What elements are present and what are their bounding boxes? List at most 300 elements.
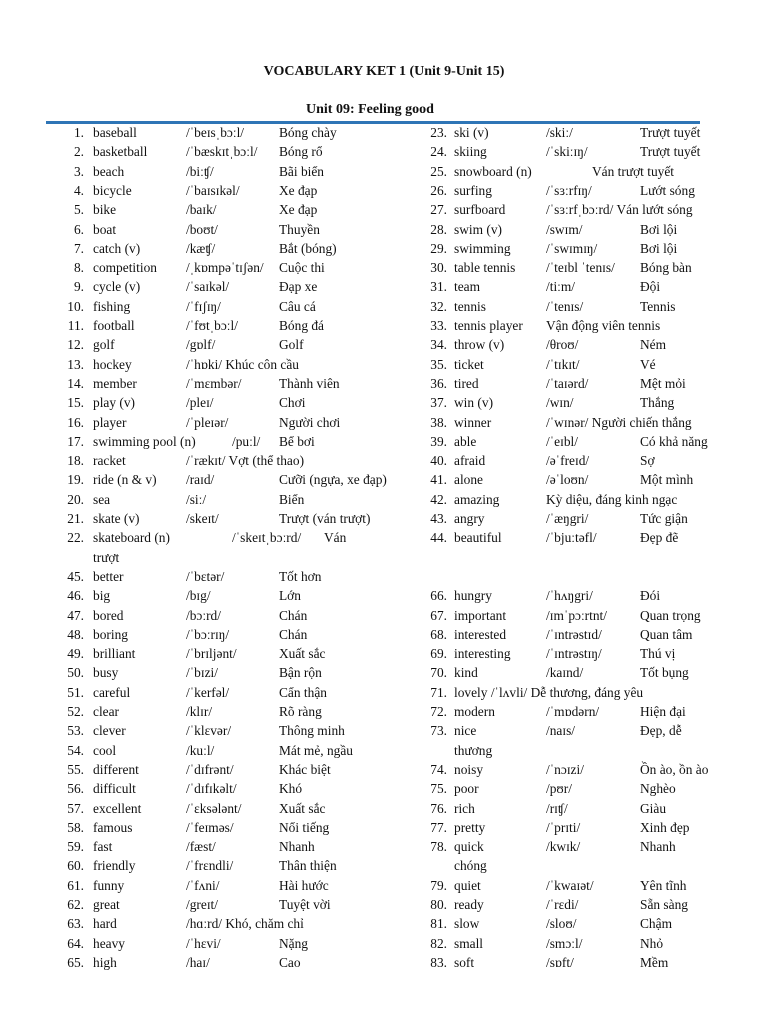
english-word: friendly — [93, 858, 136, 874]
english-word: swim (v) — [454, 221, 502, 237]
english-word: ride (n & v) — [93, 472, 157, 488]
entry-number: 45. — [67, 568, 84, 584]
entry-number: 70. — [430, 665, 447, 681]
vietnamese-meaning: Người chơi — [279, 414, 341, 430]
phonetic: /bɔːrd/ — [186, 607, 221, 623]
english-word: play (v) — [93, 395, 136, 411]
vietnamese-meaning: Xuất sắc — [279, 800, 326, 816]
english-word: interesting — [454, 646, 511, 662]
entry-number: 52. — [67, 704, 84, 719]
entry-number: 44. — [430, 530, 447, 546]
entry-number: 22. — [67, 530, 84, 546]
phonetic: /sɒft/ — [546, 954, 574, 970]
vietnamese-meaning: Đạp xe — [279, 279, 318, 295]
entry-number: 74. — [430, 761, 447, 777]
phonetic: /ˈbaɪsɪkəl/ — [186, 182, 240, 198]
english-word: bike — [93, 202, 117, 218]
entry-number: 53. — [67, 723, 84, 739]
vietnamese-meaning: Tennis — [640, 298, 676, 314]
english-word: surfboard — [454, 202, 506, 218]
entry-number: 60. — [67, 858, 84, 874]
english-word: beautiful — [454, 530, 502, 546]
english-word: better — [93, 568, 124, 584]
english-word: team — [454, 279, 481, 295]
vietnamese-meaning: Bể bơi — [279, 433, 315, 449]
english-word: afraid — [454, 453, 486, 469]
phonetic: /klɪr/ — [186, 704, 213, 719]
vietnamese-meaning: Lướt sóng — [640, 182, 695, 198]
vietnamese-meaning: Nhanh — [279, 839, 315, 855]
phonetic: /ɪmˈpɔːrtnt/ — [546, 607, 607, 623]
english-word: beach — [93, 163, 125, 179]
phonetic: /ˈfʊtˌbɔːl/ — [186, 318, 238, 333]
english-word: clear — [93, 704, 120, 719]
vietnamese-meaning: Trượt (ván trượt) — [279, 511, 371, 526]
english-word: famous — [93, 819, 133, 835]
english-word: bicycle — [93, 182, 132, 198]
vietnamese-meaning: Bơi lội — [640, 240, 678, 256]
entry-number: 14. — [67, 375, 84, 391]
phonetic: /ˈfʌni/ — [186, 877, 220, 893]
phonetic: /skeɪt/ — [186, 511, 219, 526]
english-word: quick — [454, 839, 484, 855]
phonetic: /ˈskeɪtˌbɔːrd/ — [232, 530, 302, 546]
phonetic: /boʊt/ — [186, 221, 218, 237]
entry-number: 63. — [67, 916, 84, 932]
entry-number: 58. — [67, 819, 84, 835]
entry-number: 2. — [73, 144, 84, 160]
phonetic: /ˌkɒmpəˈtɪʃən/ — [186, 260, 264, 276]
phonetic: /kaɪnd/ — [546, 665, 584, 681]
vietnamese-meaning: Tức giận — [640, 511, 688, 526]
entry-number: 75. — [430, 781, 447, 797]
phonetic: /ˈdɪfrənt/ — [186, 761, 234, 777]
entry-number: 57. — [67, 800, 84, 816]
vietnamese-meaning: Golf — [279, 337, 304, 353]
english-word: sea — [93, 491, 111, 507]
entry-number: 54. — [67, 742, 84, 758]
english-word: table tennis — [454, 260, 516, 276]
vietnamese-meaning: Bãi biển — [279, 163, 324, 179]
english-word: noisy — [454, 761, 484, 777]
phonetic: /ˈbeɪsˌbɔːl/ — [186, 125, 245, 140]
entry-number: 13. — [67, 356, 84, 372]
vietnamese-meaning: Thông minh — [279, 723, 345, 739]
phonetic: /ˈskiːɪŋ/ — [546, 144, 588, 160]
phonetic: /ˈprɪti/ — [546, 819, 581, 835]
phonetic: /smɔːl/ — [546, 935, 583, 951]
english-word: cycle (v) — [93, 279, 141, 295]
english-word: tennis — [454, 298, 486, 314]
entry-number: 3. — [73, 163, 84, 179]
vietnamese-meaning: Bắt (bóng) — [279, 240, 337, 256]
phonetic: Ván trượt tuyết — [592, 163, 675, 179]
entry-number: 28. — [430, 221, 447, 237]
entry-number: 26. — [430, 182, 447, 198]
english-word: hockey — [93, 356, 132, 372]
english-word: skiing — [454, 144, 487, 160]
phonetic: /ˈbrɪljənt/ — [186, 646, 237, 662]
vietnamese-meaning: Ném — [640, 337, 667, 353]
vietnamese-meaning: Nhỏ — [640, 935, 664, 951]
english-word: excellent — [93, 800, 142, 816]
entry-number: 82. — [430, 935, 447, 951]
phonetic: /bɪg/ — [186, 588, 211, 604]
english-word: throw (v) — [454, 337, 505, 353]
phonetic: /kuːl/ — [186, 742, 215, 758]
unit-heading: Unit 09: Feeling good — [306, 102, 434, 117]
entry-number: 33. — [430, 318, 447, 333]
phonetic: /ˈteɪbl ˈtenɪs/ — [546, 260, 615, 276]
entry-number: 39. — [430, 433, 447, 449]
entry-number: 10. — [67, 298, 84, 314]
vietnamese-meaning: Mềm — [640, 954, 669, 970]
phonetic: /wɪn/ — [546, 395, 574, 411]
phonetic: /ˈsaɪkəl/ — [186, 279, 230, 295]
vietnamese-meaning: Tốt bụng — [640, 665, 689, 681]
entry-number: 72. — [430, 704, 447, 719]
english-word: boring — [93, 626, 128, 642]
english-word: skate (v) — [93, 511, 140, 526]
entry-number: 11. — [67, 318, 84, 333]
entry-number: 50. — [67, 665, 84, 681]
english-word: member — [93, 375, 137, 391]
english-word: high — [93, 954, 117, 970]
english-word: different — [93, 761, 139, 777]
entry-number: 23. — [430, 125, 447, 140]
entry-number: 81. — [430, 916, 447, 932]
phonetic: /siː/ — [186, 491, 207, 507]
entry-number: 37. — [430, 395, 447, 411]
english-word: boat — [93, 221, 117, 237]
phonetic: /ˈeɪbl/ — [546, 433, 578, 449]
entry-number: 83. — [430, 954, 447, 970]
entry-number: 65. — [67, 954, 84, 970]
vietnamese-meaning: Chán — [279, 607, 308, 623]
phonetic: /raɪd/ — [186, 472, 215, 488]
entry-number: 24. — [430, 144, 447, 160]
entry-number: 35. — [430, 356, 447, 372]
phonetic: /əˈloʊn/ — [546, 472, 589, 488]
phonetic: /tiːm/ — [546, 279, 576, 295]
english-word: interested — [454, 626, 507, 642]
english-word: alone — [454, 472, 483, 488]
phonetic: /ˈklɛvər/ — [186, 723, 232, 739]
entry-number: 27. — [430, 202, 447, 218]
english-word: slow — [454, 916, 480, 932]
entry-number: 61. — [67, 877, 84, 893]
phonetic: /naɪs/ — [546, 723, 576, 739]
english-word: careful — [93, 684, 131, 700]
entry-number: 78. — [430, 839, 447, 855]
vietnamese-meaning: Thuyền — [279, 221, 320, 237]
vietnamese-meaning: Cưỡi (ngựa, xe đạp) — [279, 472, 387, 488]
vietnamese-meaning: Bóng chày — [279, 125, 337, 140]
english-word: basketball — [93, 144, 148, 160]
vietnamese-meaning: Tuyệt vời — [279, 897, 331, 912]
vietnamese-meaning: Thân thiện — [279, 858, 337, 874]
english-word: bored — [93, 607, 124, 623]
document-title: VOCABULARY KET 1 (Unit 9-Unit 15) — [263, 64, 505, 79]
entry-number: 67. — [430, 607, 447, 623]
entry-number: 7. — [73, 240, 84, 256]
phonetic: /ˈtenɪs/ — [546, 298, 584, 314]
phonetic: /ˈhɛvi/ — [186, 935, 221, 951]
english-word: kind — [454, 665, 478, 681]
entry-number: 46. — [67, 588, 84, 604]
vietnamese-meaning: Bóng bàn — [640, 260, 692, 276]
entry-number: 40. — [430, 453, 447, 469]
phonetic: /ˈsɜːrfɪŋ/ — [546, 182, 592, 198]
wrapped-text: thương — [454, 742, 493, 758]
phonetic: /ˈkerfəl/ — [186, 684, 230, 700]
vietnamese-meaning: Xe đạp — [279, 182, 318, 198]
entry-number: 59. — [67, 839, 84, 855]
english-word: lovely /ˈlʌvli/ Dễ thương, đáng yêu — [454, 684, 644, 700]
english-word: able — [454, 433, 477, 449]
vietnamese-meaning: Câu cá — [279, 298, 316, 314]
vietnamese-meaning: Quan trọng — [640, 607, 701, 623]
phonetic: /puːl/ — [232, 433, 261, 449]
english-word: racket — [93, 453, 126, 469]
english-word: win (v) — [454, 395, 494, 411]
vietnamese-meaning: Một mình — [640, 472, 694, 488]
english-word: ski (v) — [454, 125, 489, 140]
english-word: small — [454, 935, 484, 951]
english-word: cool — [93, 742, 117, 758]
entry-number: 51. — [67, 684, 84, 700]
vietnamese-meaning: Cuộc thi — [279, 260, 325, 276]
phonetic: /ˈɪntrəstɪd/ — [546, 626, 602, 642]
english-word: brilliant — [93, 646, 136, 662]
phonetic: /kæʧ/ — [186, 240, 216, 256]
phonetic: /ˈhɒki/ Khúc côn cầu — [186, 356, 299, 372]
phonetic: /ˈhʌŋgri/ — [546, 588, 593, 604]
vietnamese-meaning: Rõ ràng — [279, 704, 322, 719]
phonetic: /ˈwɪnər/ Người chiến thắng — [546, 414, 692, 430]
vietnamese-meaning: Chơi — [279, 395, 306, 411]
entry-number: 66. — [430, 588, 447, 604]
entry-number: 76. — [430, 800, 447, 816]
vietnamese-meaning: Tốt hơn — [279, 568, 322, 584]
entry-number: 73. — [430, 723, 447, 739]
heading-rule — [46, 121, 700, 124]
entry-number: 55. — [67, 761, 84, 777]
english-word: snowboard (n) — [454, 163, 532, 179]
phonetic: /ˈfeɪməs/ — [186, 819, 234, 835]
english-word: winner — [454, 414, 492, 430]
vietnamese-meaning: Đẹp, dễ — [640, 723, 682, 739]
vietnamese-meaning: Chậm — [640, 916, 672, 932]
entry-number: 19. — [67, 472, 84, 488]
english-word: football — [93, 318, 135, 333]
vietnamese-meaning: Ván — [324, 530, 347, 546]
entry-number: 71. — [430, 684, 447, 700]
english-word: nice — [454, 723, 477, 739]
phonetic: /ˈswɪmɪŋ/ — [546, 240, 598, 256]
english-word: important — [454, 607, 507, 623]
phonetic: /ˈbjuːtəfl/ — [546, 530, 597, 546]
english-word: hard — [93, 916, 117, 932]
vietnamese-meaning: Biển — [279, 491, 305, 507]
vietnamese-meaning: Đội — [640, 279, 661, 295]
phonetic: /ˈbɪzi/ — [186, 665, 218, 681]
phonetic: /fæst/ — [186, 839, 216, 855]
vietnamese-meaning: Bận rộn — [279, 665, 322, 681]
vietnamese-meaning: Ồn ào, ồn ào — [640, 761, 709, 777]
vietnamese-meaning: Bóng đá — [279, 318, 325, 333]
phonetic: /ˈbɔːrɪŋ/ — [186, 626, 230, 642]
vietnamese-meaning: Thú vị — [640, 646, 676, 662]
vietnamese-meaning: Mệt mỏi — [640, 375, 686, 391]
vietnamese-meaning: Hài hước — [279, 877, 329, 893]
vietnamese-meaning: Nhanh — [640, 839, 676, 855]
vietnamese-meaning: Trượt tuyết — [640, 144, 701, 160]
english-word: rich — [454, 800, 475, 816]
entry-number: 56. — [67, 781, 84, 797]
phonetic: /ˈnɔɪzi/ — [546, 761, 584, 777]
entry-number: 29. — [430, 240, 447, 256]
entry-number: 20. — [67, 491, 84, 507]
vietnamese-meaning: Xuất sắc — [279, 646, 326, 662]
english-word: amazing — [454, 491, 500, 507]
entry-number: 8. — [73, 260, 84, 276]
english-word: quiet — [454, 877, 481, 893]
phonetic: /kwɪk/ — [546, 839, 581, 855]
english-word: heavy — [93, 935, 125, 951]
wrapped-text: trượt — [93, 549, 120, 565]
phonetic: /rɪʧ/ — [546, 800, 568, 816]
vietnamese-meaning: Khó — [279, 781, 303, 797]
entry-number: 18. — [67, 453, 84, 469]
phonetic: /gɒlf/ — [186, 337, 216, 353]
english-word: pretty — [454, 819, 486, 835]
phonetic: /ˈfrɛndli/ — [186, 858, 234, 874]
english-word: soft — [454, 954, 475, 970]
vietnamese-meaning: Bóng rổ — [279, 144, 323, 160]
entry-number: 34. — [430, 337, 447, 353]
entry-number: 47. — [67, 607, 84, 623]
vietnamese-meaning: Nặng — [279, 935, 309, 951]
entry-number: 42. — [430, 491, 447, 507]
entry-number: 80. — [430, 897, 447, 912]
vietnamese-meaning: Có khả năng — [640, 433, 708, 449]
english-word: ticket — [454, 356, 484, 372]
phonetic: /ˈdɪfɪkəlt/ — [186, 781, 237, 797]
entry-number: 6. — [73, 221, 84, 237]
phonetic: /pʊr/ — [546, 781, 572, 797]
vietnamese-meaning: Quan tâm — [640, 626, 693, 642]
vietnamese-meaning: Vé — [640, 356, 656, 372]
entry-number: 17. — [67, 433, 84, 449]
phonetic: /ˈtɪkɪt/ — [546, 356, 580, 372]
phonetic: Vận động viên tennis — [546, 318, 661, 333]
phonetic: /əˈfreɪd/ — [546, 453, 590, 469]
phonetic: /ˈɪntrəstɪŋ/ — [546, 646, 602, 662]
english-word: baseball — [93, 125, 137, 140]
vietnamese-meaning: Sợ — [640, 453, 655, 469]
english-word: modern — [454, 704, 495, 719]
vietnamese-meaning: Khác biệt — [279, 761, 331, 777]
phonetic: /ˈsɜːrfˌbɔːrd/ Ván lướt sóng — [546, 202, 693, 218]
phonetic: /sloʊ/ — [546, 916, 577, 932]
english-word: tired — [454, 375, 479, 391]
entry-number: 77. — [430, 819, 447, 835]
vietnamese-meaning: Xe đạp — [279, 202, 318, 218]
entry-number: 25. — [430, 163, 447, 179]
entry-number: 38. — [430, 414, 447, 430]
vietnamese-meaning: Hiện đại — [640, 704, 686, 719]
entry-number: 68. — [430, 626, 447, 642]
entry-number: 79. — [430, 877, 447, 893]
english-word: catch (v) — [93, 240, 141, 256]
english-word: difficult — [93, 781, 136, 797]
vietnamese-meaning: Yên tĩnh — [640, 877, 687, 893]
english-word: golf — [93, 337, 115, 353]
english-word: clever — [93, 723, 126, 739]
phonetic: /haɪ/ — [186, 954, 210, 970]
phonetic: /ˈkwaɪət/ — [546, 877, 594, 893]
phonetic: /biːʧ/ — [186, 163, 214, 179]
english-word: swimming — [454, 240, 511, 256]
entry-number: 21. — [67, 511, 84, 526]
english-word: surfing — [454, 182, 492, 198]
english-word: competition — [93, 260, 157, 276]
english-word: fast — [93, 839, 113, 855]
english-word: player — [93, 414, 127, 430]
english-word: swimming pool (n) — [93, 433, 196, 449]
entry-number: 15. — [67, 395, 84, 411]
phonetic: /ˈbæskɪtˌbɔːl/ — [186, 144, 258, 160]
vietnamese-meaning: Nghèo — [640, 781, 676, 797]
entry-number: 5. — [73, 202, 84, 218]
entry-number: 31. — [430, 279, 447, 295]
english-word: poor — [454, 781, 479, 797]
vietnamese-meaning: Thành viên — [279, 375, 340, 391]
phonetic: Kỳ diệu, đáng kinh ngạc — [546, 491, 678, 507]
phonetic: /ˈpleɪər/ — [186, 414, 229, 430]
entry-number: 32. — [430, 298, 447, 314]
english-word: angry — [454, 511, 485, 526]
vietnamese-meaning: Cao — [279, 954, 301, 970]
english-word: ready — [454, 897, 484, 912]
vietnamese-meaning: Bơi lội — [640, 221, 678, 237]
english-word: fishing — [93, 298, 131, 314]
entry-number: 9. — [73, 279, 84, 295]
english-word: great — [93, 897, 120, 912]
english-word: funny — [93, 877, 125, 893]
vietnamese-meaning: Sẵn sàng — [640, 897, 688, 912]
phonetic: /ˈrɛdi/ — [546, 897, 579, 912]
phonetic: /pleɪ/ — [186, 395, 214, 411]
entry-number: 69. — [430, 646, 447, 662]
phonetic: /swɪm/ — [546, 221, 583, 237]
english-word: big — [93, 588, 111, 604]
vietnamese-meaning: Lớn — [279, 588, 301, 604]
phonetic: /greɪt/ — [186, 897, 218, 912]
entry-number: 12. — [67, 337, 84, 353]
entry-number: 49. — [67, 646, 84, 662]
entry-number: 1. — [73, 125, 84, 140]
phonetic: /hɑːrd/ Khó, chăm chỉ — [186, 916, 304, 932]
vietnamese-meaning: Cẩn thận — [279, 684, 327, 700]
phonetic: /ˈɛksələnt/ — [186, 800, 242, 816]
vietnamese-meaning: Mát mẻ, ngầu — [279, 742, 354, 758]
vietnamese-meaning: Giàu — [640, 800, 667, 816]
phonetic: /skiː/ — [546, 125, 573, 140]
phonetic: /baɪk/ — [186, 202, 217, 218]
phonetic: /ˈrækɪt/ Vợt (thể thao) — [186, 453, 305, 469]
